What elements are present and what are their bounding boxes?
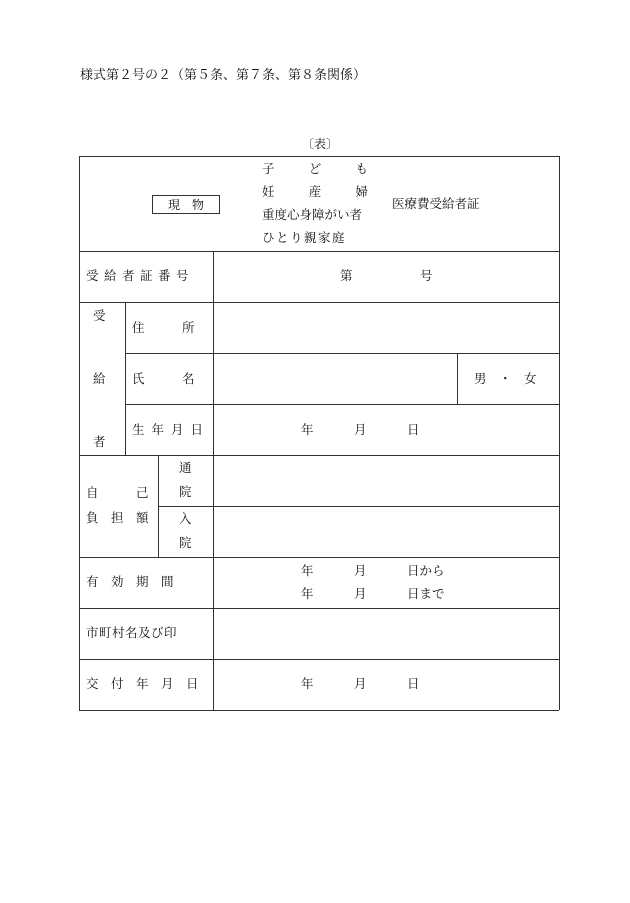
form-number: 様式第２号の２（第５条、第７条、第８条関係）: [80, 68, 367, 83]
recipient-label-3: 者: [93, 434, 106, 449]
inpatient-label-2: 院: [179, 535, 192, 550]
stamp-label: 現 物: [167, 198, 204, 212]
birthdate-label: 生年月日: [132, 422, 211, 437]
birthdate-month: 月: [354, 422, 367, 437]
inpatient-copay-field[interactable]: [214, 507, 558, 556]
municipality-label: 市町村名及び印: [86, 625, 178, 640]
cert-number-label: 受給者証番号: [86, 268, 195, 283]
inpatient-label-1: 入: [179, 511, 192, 526]
validity-from-day: 日から: [407, 563, 445, 578]
issue-date-year: 年: [301, 676, 314, 691]
gender-options[interactable]: 男 ・ 女: [474, 371, 537, 386]
issue-date-label: 交 付 年 月 日: [86, 676, 199, 691]
recipient-label-1: 受: [93, 308, 106, 323]
address-field[interactable]: [214, 303, 558, 352]
certificate-name: 医療費受給者証: [392, 196, 480, 211]
category-children: 子 ど も: [262, 161, 368, 176]
recipient-label-2: 給: [93, 371, 106, 386]
birthdate-year: 年: [301, 422, 314, 437]
category-single-parent: ひとり親家庭: [262, 230, 347, 245]
name-label: 氏 名: [132, 371, 195, 386]
validity-to-month: 月: [354, 586, 367, 601]
validity-to-day: 日まで: [407, 586, 445, 601]
category-disability: 重度心身障がい者: [262, 207, 363, 222]
birthdate-day: 日: [407, 422, 420, 437]
copay-label-line1: 自 己: [86, 485, 149, 500]
table-label: 〔表〕: [302, 137, 339, 151]
outpatient-copay-field[interactable]: [214, 456, 558, 505]
validity-from-year: 年: [301, 563, 314, 578]
cert-number-prefix: 第: [340, 268, 353, 283]
stamp-box: [152, 195, 220, 214]
validity-from-month: 月: [354, 563, 367, 578]
validity-label: 有 効 期 間: [86, 574, 174, 589]
issue-date-day: 日: [407, 676, 420, 691]
validity-to-year: 年: [301, 586, 314, 601]
cert-number-suffix: 号: [420, 268, 433, 283]
address-label: 住 所: [132, 320, 195, 335]
municipality-seal-field[interactable]: [214, 609, 558, 658]
name-field[interactable]: [214, 354, 456, 403]
outpatient-label-2: 院: [179, 484, 192, 499]
outpatient-label-1: 通: [179, 460, 192, 475]
issue-date-month: 月: [354, 676, 367, 691]
category-pregnant: 妊 産 婦: [262, 184, 368, 199]
copay-label-line2: 負 担 額: [86, 510, 149, 525]
